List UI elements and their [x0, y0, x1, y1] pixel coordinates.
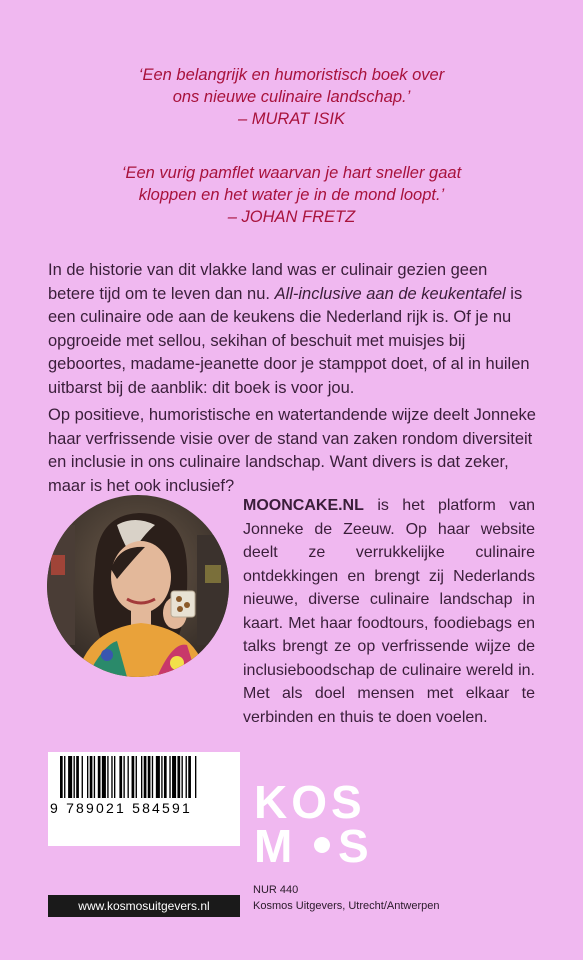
barcode-bar: [128, 756, 129, 798]
publisher-website: www.kosmosuitgevers.nl: [48, 895, 240, 917]
quote-johan-fretz: [60, 162, 523, 228]
logo-text-s: S: [338, 820, 369, 868]
barcode-bar: [148, 756, 151, 798]
barcode-bar: [132, 756, 135, 798]
book-title: All-inclusive aan de keukentafel: [274, 284, 506, 303]
quote-author: – MURAT ISIK: [238, 110, 345, 128]
barcode-bar: [107, 756, 108, 798]
barcode-bar: [102, 756, 106, 798]
brand-name: MOONCAKE.NL: [243, 497, 364, 514]
barcode-bar: [161, 756, 162, 798]
barcode-bar: [195, 756, 196, 798]
barcode-bar: [186, 756, 187, 798]
barcode-bar: [156, 756, 160, 798]
kosmos-logo: [252, 778, 372, 868]
barcode-bar: [136, 756, 137, 798]
quote-author: – JOHAN FRETZ: [227, 208, 356, 226]
barcode-bar: [98, 756, 101, 798]
barcode-bar: [74, 756, 75, 798]
barcode-bar: [90, 756, 93, 798]
logo-text-m: M: [254, 820, 293, 868]
isbn-number: 9 789021 584591: [50, 800, 240, 816]
author-photo: [47, 495, 229, 677]
author-portrait-image: [47, 495, 229, 677]
nur-code: NUR 440: [253, 884, 299, 896]
barcode-bar: [76, 756, 79, 798]
quote-line: ‘Een belangrijk en humoristisch boek over: [138, 66, 445, 84]
barcode: [48, 752, 240, 846]
logo-dot: [314, 837, 330, 853]
quote-line: kloppen en het water je in de mond loopt.’: [138, 186, 445, 204]
barcode-bar: [152, 756, 153, 798]
barcode-bar: [68, 756, 72, 798]
barcode-bar: [111, 756, 112, 798]
blurb-text: In de historie van dit vlakke land was er culinair gezien geen betere tijd om te leven dan nu.: [48, 261, 488, 303]
barcode-bar: [60, 756, 63, 798]
publisher-name: Kosmos Uitgevers, Utrecht/Antwerpen: [253, 900, 440, 912]
barcode-bar: [64, 756, 65, 798]
blurb-paragraph-1: [48, 259, 538, 400]
barcode-bar: [94, 756, 95, 798]
quote-murat-isik: [60, 64, 523, 130]
publisher-info: [253, 882, 439, 914]
quote-line: ons nieuwe culinaire landschap.’: [172, 88, 411, 106]
barcode-bar: [182, 756, 183, 798]
barcode-bar: [82, 756, 83, 798]
blurb-paragraph-2: Op positieve, humoristische en watertandende wijze deelt Jonneke haar verfrissende visie over de stand van zaken rondom diversiteit en inclusie in ons culinaire landschap. Want divers is dat zeker, maar is het ook inclusief?: [48, 406, 536, 495]
barcode-bar: [119, 756, 122, 798]
barcode-bar: [169, 756, 170, 798]
blurb-text: is een culinaire ode aan de keukens die Nederland rijk is. Of je nu opgroeide met sellou, sekihan of beschuit met muisjes bij geboortes, madame-jeanette door je stamppot doet, of al in huilen uitbarst bij de aanblik: dit boek is voor jou.: [48, 284, 530, 397]
bio-text: is het platform van Jonneke de Zeeuw. Op haar website deelt ze verrukkelijke culinaire ontdekkingen en brengt zij Nederlands nieuwe, diverse culinaire landschap in kaart. Met haar foodtours, foodiebags en talks brengt ze op verfrissende wijze de inclusieboodschap de culinaire wereld in. Met als doel mensen met elkaar te verbinden en thuis te doen voelen.: [243, 497, 535, 726]
barcode-bar: [172, 756, 176, 798]
author-bio: [243, 494, 535, 729]
barcode-bars: [48, 752, 240, 846]
quote-line: ‘Een vurig pamflet waarvan je hart sneller gaat: [121, 164, 462, 182]
barcode-bar: [87, 756, 88, 798]
barcode-bar: [188, 756, 191, 798]
barcode-bar: [141, 756, 142, 798]
logo-text-kos: KOS: [254, 778, 366, 828]
barcode-bar: [144, 756, 147, 798]
barcode-bar: [177, 756, 180, 798]
barcode-bar: [164, 756, 167, 798]
barcode-bar: [123, 756, 124, 798]
barcode-bar: [114, 756, 115, 798]
